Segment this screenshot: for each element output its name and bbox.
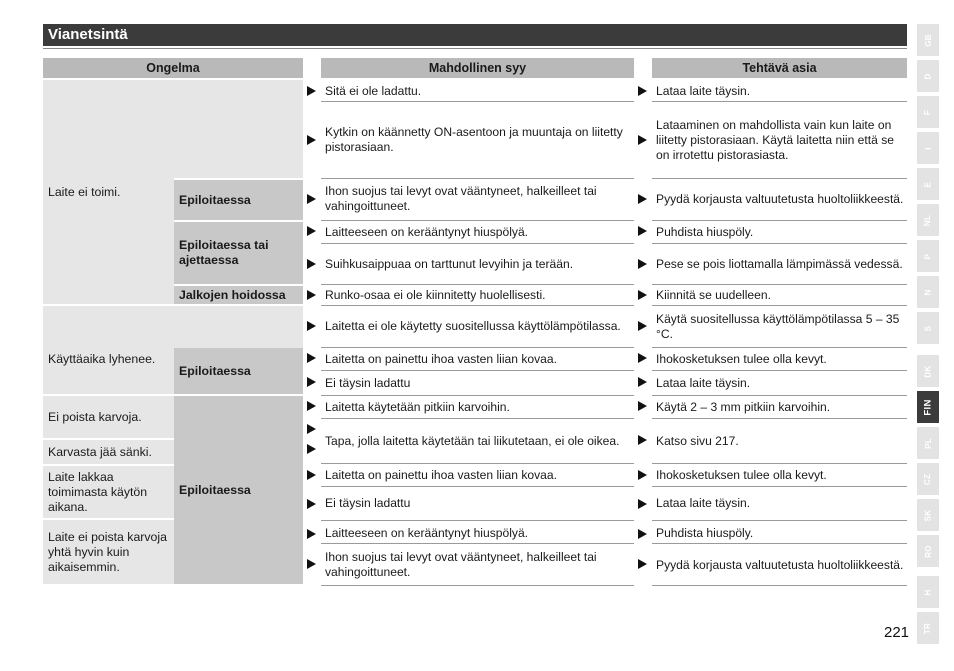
problem-filler xyxy=(174,80,303,178)
problem-cell: Laite lakkaa toimimasta käytön aikana. xyxy=(43,466,174,518)
arrow-icon xyxy=(638,194,647,204)
arrow-icon xyxy=(307,86,316,96)
arrow-icon xyxy=(638,353,647,363)
action-text: Käytä 2 – 3 mm pitkiin karvoihin. xyxy=(656,399,831,414)
mode-cell: Epiloitaessa xyxy=(174,180,303,220)
mode-cell: Epiloitaessa xyxy=(174,348,303,394)
action-text: Ihokosketuksen tulee olla kevyt. xyxy=(656,468,827,482)
cause-text: Runko-osaa ei ole kiinnitetty huolellisesti. xyxy=(325,287,546,302)
row-divider xyxy=(321,486,634,487)
lang-tab-n[interactable]: N xyxy=(917,276,939,308)
header-problem: Ongelma xyxy=(43,58,303,78)
row-divider xyxy=(652,395,907,396)
row-divider xyxy=(321,418,634,419)
action-text: Pyydä korjausta valtuutetusta huoltoliikkeestä. xyxy=(656,557,904,572)
arrow-icon xyxy=(638,529,647,539)
action-text: Pese se pois liottamalla lämpimässä vedessä. xyxy=(656,256,903,271)
arrow-icon xyxy=(307,529,316,539)
row-divider xyxy=(321,347,634,348)
arrow-icon xyxy=(638,401,647,411)
arrow-icon xyxy=(638,559,647,569)
lang-tab-i[interactable]: I xyxy=(917,132,939,164)
row-divider xyxy=(321,220,634,221)
arrow-icon xyxy=(307,401,316,411)
lang-tab-h[interactable]: H xyxy=(917,576,939,608)
row-divider xyxy=(652,370,907,371)
arrow-icon xyxy=(307,424,316,434)
problem-cell: Laite ei poista karvoja yhtä hyvin kuin aikaisemmin. xyxy=(43,520,174,584)
arrow-icon xyxy=(307,377,316,387)
row-divider xyxy=(321,463,634,464)
lang-tab-f[interactable]: F xyxy=(917,96,939,128)
row-divider xyxy=(321,585,634,586)
arrow-icon xyxy=(307,259,316,269)
arrow-icon xyxy=(638,470,647,480)
lang-tab-d[interactable]: D xyxy=(917,60,939,92)
arrow-icon xyxy=(307,353,316,363)
arrow-icon xyxy=(307,499,316,509)
lang-tab-gb[interactable]: GB xyxy=(917,24,939,56)
action-text: Ihokosketuksen tulee olla kevyt. xyxy=(656,351,827,366)
row-divider xyxy=(321,178,634,179)
arrow-icon xyxy=(307,290,316,300)
action-text: Käytä suositellussa käyttölämpötilassa 5 – 35 °C. xyxy=(656,311,900,341)
row-divider xyxy=(652,520,907,521)
arrow-icon xyxy=(307,470,316,480)
row-divider xyxy=(321,543,634,544)
action-text: Kiinnitä se uudelleen. xyxy=(656,287,771,302)
cause-text: Laitetta käytetään pitkiin karvoihin. xyxy=(325,399,510,414)
row-divider xyxy=(321,370,634,371)
cause-text: Kytkin on käännetty ON-asentoon ja muuntaja on liitetty pistorasiaan. xyxy=(325,125,623,154)
row-divider xyxy=(321,395,634,396)
arrow-icon xyxy=(307,194,316,204)
row-divider xyxy=(321,243,634,244)
lang-tab-tr[interactable]: TR xyxy=(917,612,939,644)
problem-cell: Laite ei toimi. xyxy=(43,80,174,304)
lang-tab-nl[interactable]: NL xyxy=(917,204,939,236)
cause-text: Laitetta on painettu ihoa vasten liian kovaa. xyxy=(325,468,557,482)
action-text: Lataa laite täysin. xyxy=(656,84,751,98)
lang-tab-dk[interactable]: DK xyxy=(917,355,939,387)
row-divider xyxy=(652,305,907,306)
section-title: Vianetsintä xyxy=(43,24,907,46)
problem-cell: Käyttäaika lyhenee. xyxy=(48,351,156,366)
arrow-icon xyxy=(307,226,316,236)
row-divider xyxy=(652,220,907,221)
arrow-icon xyxy=(307,444,316,454)
arrow-icon xyxy=(307,559,316,569)
lang-tab-ro[interactable]: RO xyxy=(917,535,939,567)
row-divider xyxy=(652,243,907,244)
arrow-icon xyxy=(638,259,647,269)
action-text: Lataa laite täysin. xyxy=(656,496,751,510)
action-text: Lataa laite täysin. xyxy=(656,375,751,390)
lang-tab-sk[interactable]: SK xyxy=(917,499,939,531)
row-divider xyxy=(321,284,634,285)
lang-tab-s[interactable]: S xyxy=(917,312,939,344)
mode-cell: Epiloitaessa xyxy=(174,396,303,584)
arrow-icon xyxy=(638,435,647,445)
row-divider xyxy=(652,463,907,464)
action-text: Katso sivu 217. xyxy=(656,433,739,448)
title-rule xyxy=(43,48,907,49)
cause-text: Tapa, jolla laitetta käytetään tai liikutetaan, ei ole oikea. xyxy=(325,433,620,448)
arrow-icon xyxy=(307,321,316,331)
cause-text: Ei täysin ladattu xyxy=(325,375,411,390)
problem-cell: Ei poista karvoja. xyxy=(43,396,174,438)
page-number: 221 xyxy=(884,624,910,641)
cause-text: Ihon suojus tai levyt ovat vääntyneet, halkeilleet tai vahingoittuneet. xyxy=(325,184,597,213)
arrow-icon xyxy=(638,377,647,387)
action-text: Pyydä korjausta valtuutetusta huoltoliikkeestä. xyxy=(656,191,904,206)
action-text: Puhdista hiuspöly. xyxy=(656,526,754,540)
cause-text: Ei täysin ladattu xyxy=(325,496,411,510)
header-cause: Mahdollinen syy xyxy=(321,58,634,78)
action-text: Puhdista hiuspöly. xyxy=(656,224,754,239)
row-divider xyxy=(652,585,907,586)
arrow-icon xyxy=(638,86,647,96)
arrow-icon xyxy=(638,226,647,236)
problem-cell: Karvasta jää sänki. xyxy=(43,440,174,464)
cause-text: Suihkusaippuaa on tarttunut levyihin ja terään. xyxy=(325,256,574,271)
arrow-icon xyxy=(638,321,647,331)
arrow-icon xyxy=(307,135,316,145)
cause-text: Sitä ei ole ladattu. xyxy=(325,84,422,98)
lang-tab-cz[interactable]: CZ xyxy=(917,463,939,495)
action-text: Lataaminen on mahdollista vain kun laite on liitetty pistorasiaan. Käytä laitetta niin että se on irrotettu pistorasiasta. xyxy=(656,117,894,162)
row-divider xyxy=(321,305,634,306)
cause-text: Laitteeseen on kerääntynyt hiuspölyä. xyxy=(325,224,529,239)
mode-cell: Epiloitaessa tai ajettaessa xyxy=(174,222,303,284)
row-divider xyxy=(652,486,907,487)
cause-text: Laitetta on painettu ihoa vasten liian kovaa. xyxy=(325,351,557,366)
arrow-icon xyxy=(638,499,647,509)
row-divider xyxy=(652,178,907,179)
row-divider xyxy=(321,101,634,102)
lang-tab-p[interactable]: P xyxy=(917,240,939,272)
lang-tab-fin[interactable]: FIN xyxy=(917,391,939,423)
row-divider xyxy=(652,284,907,285)
cause-text: Laitetta ei ole käytetty suositellussa käyttölämpötilassa. xyxy=(325,319,621,333)
cause-text: Laitteeseen on kerääntynyt hiuspölyä. xyxy=(325,526,529,540)
row-divider xyxy=(652,101,907,102)
lang-tab-e[interactable]: E xyxy=(917,168,939,200)
arrow-icon xyxy=(638,290,647,300)
cause-text: Ihon suojus tai levyt ovat vääntyneet, halkeilleet tai vahingoittuneet. xyxy=(325,550,597,579)
arrow-icon xyxy=(638,135,647,145)
header-action: Tehtävä asia xyxy=(652,58,907,78)
row-divider xyxy=(652,347,907,348)
row-divider xyxy=(321,520,634,521)
mode-cell: Jalkojen hoidossa xyxy=(174,286,303,304)
row-divider xyxy=(652,543,907,544)
row-divider xyxy=(652,418,907,419)
lang-tab-pl[interactable]: PL xyxy=(917,427,939,459)
